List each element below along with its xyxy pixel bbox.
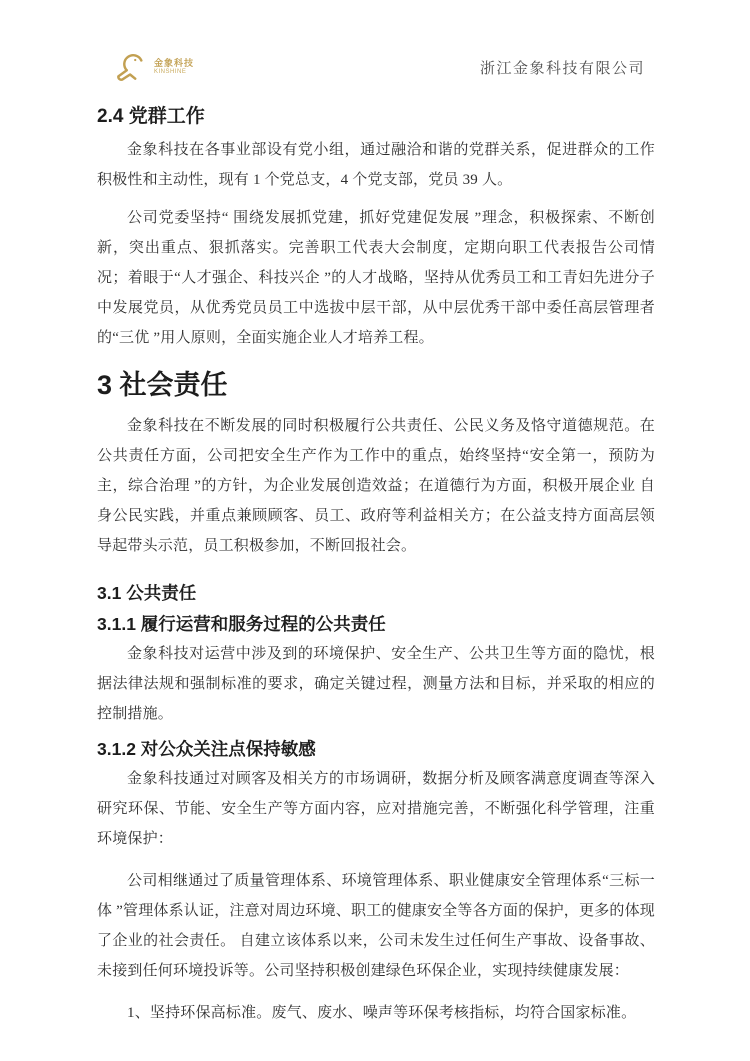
logo-brand-name: 金象科技 xyxy=(154,58,195,69)
logo-brand-subtitle: KINSHINE xyxy=(154,68,187,75)
para-environmental-standards: 1、坚持环保高标准。废气、废水、噪声等环保考核指标，均符合国家标准。 xyxy=(127,1005,637,1022)
heading-social-responsibility: 3 社会责任 xyxy=(97,369,228,400)
page-header xyxy=(0,0,750,90)
para-operations-public-responsibility: 金象科技对运营中涉及到的环境保护、安全生产、公共卫生等方面的隐忧，根据法律法规和强制标准的要求，确定关键过程，测量方法和目标，并采取的相应的控制措施。 xyxy=(97,646,655,723)
heading-public-concern-sensitivity: 3.1.2 对公众关注点保持敏感 xyxy=(97,739,316,760)
para-social-responsibility-overview: 金象科技在不断发展的同时积极履行公共责任、公民义务及恪守道德规范。在公共责任方面，公司把安全生产作为工作中的重点，始终坚持“安全第一，预防为主，综合治理 ”的方针，为企业发展创造效益；在道德行为方面，积极开展企业 自身公民实践，并重点兼顾顾客、员工、政府等利益相关方；在公益支持方面高层领导起带头示范，员工积极参加，不断回报社会。 xyxy=(97,418,655,555)
para-market-research: 金象科技通过对顾客及相关方的市场调研，数据分析及顾客满意度调查等深入研究环保、节能、安全生产等方面内容，应对措施完善，不断强化科学管理，注重环境保护： xyxy=(97,771,655,848)
document-content xyxy=(0,90,750,1028)
elephant-logo-icon xyxy=(112,52,150,82)
company-name: 浙江金象科技有限公司 xyxy=(479,60,645,77)
heading-operations-public-responsibility: 3.1.1 履行运营和服务过程的公共责任 xyxy=(97,614,386,635)
para-party-committee: 公司党委坚持“ 围绕发展抓党建，抓好党建促发展 ”理念，积极探索、不断创新，突出重点、狠抓落实。完善职工代表大会制度，定期向职工代表报告公司情况；着眼于“人才强企、科技兴企 ”的人才战略，坚持从优秀员工和工青妇先进分子中发展党员，从优秀党员员工中选拔中层干部，从中层优秀干部中委任高层管理者的“三优 ”用人原则，全面实施企业人才培养工程。 xyxy=(97,209,655,346)
heading-party-mass-work: 2.4 党群工作 xyxy=(97,106,205,127)
para-party-groups: 金象科技在各事业部设有党小组，通过融洽和谐的党群关系，促进群众的工作积极性和主动性，现有 1 个党总支，4 个党支部，党员 39 人。 xyxy=(97,141,655,188)
para-management-systems: 公司相继通过了质量管理体系、环境管理体系、职业健康安全管理体系“三标一体 ”管理体系认证，注意对周边环境、职工的健康安全等各方面的保护，更多的体现了企业的社会责任。 自建立该体系以来，公司未发生过任何生产事故、设备事故、未接到任何环境投诉等。公司坚持积极创建绿色环保企业，实现持续健康发展： xyxy=(97,873,656,980)
company-logo xyxy=(112,52,194,82)
logo-text xyxy=(154,59,194,75)
heading-public-responsibility: 3.1 公共责任 xyxy=(97,583,197,604)
